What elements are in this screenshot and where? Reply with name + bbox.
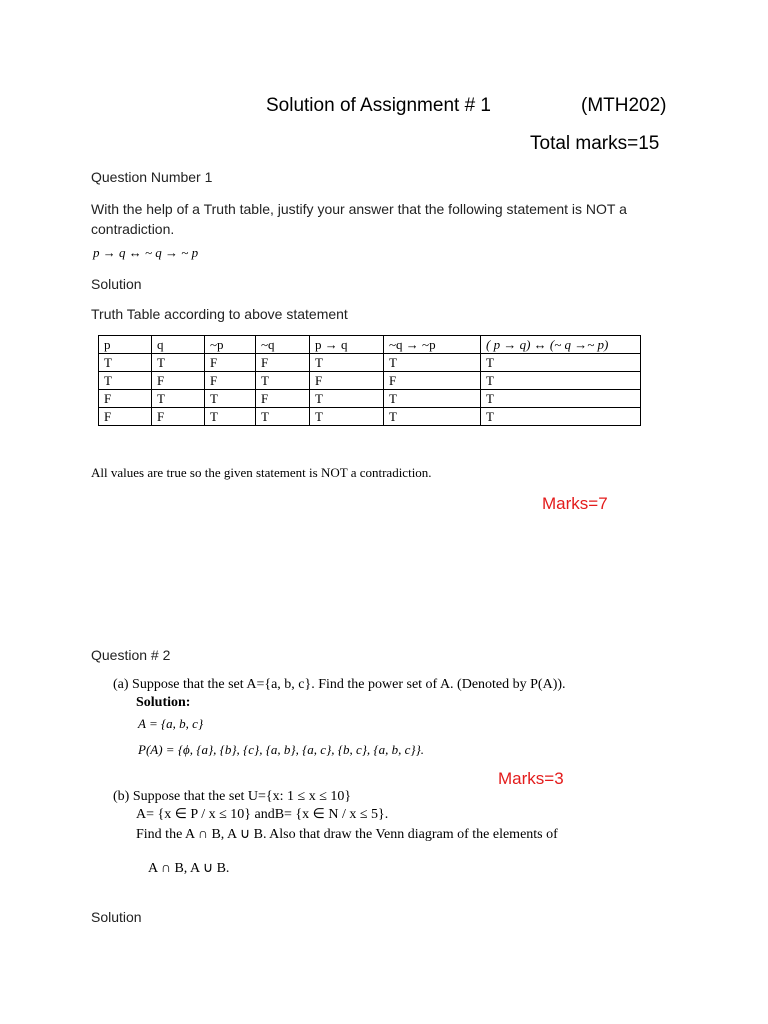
table-cell: T xyxy=(310,354,384,372)
question-2a-text: (a) Suppose that the set A={a, b, c}. Find the power set of A. (Denoted by P(A)). xyxy=(113,677,566,692)
table-cell: T xyxy=(481,372,641,390)
table-cell: F xyxy=(99,408,152,426)
question-2a-marks: Marks=3 xyxy=(498,769,564,788)
table-cell: T xyxy=(384,354,481,372)
table-cell: T xyxy=(152,354,205,372)
table-cell: T xyxy=(384,390,481,408)
truth-table-header: p → q xyxy=(310,336,384,354)
question-2b-line-1: (b) Suppose that the set U={x: 1 ≤ x ≤ 10} xyxy=(113,789,352,804)
table-cell: T xyxy=(99,372,152,390)
question-2-heading: Question # 2 xyxy=(91,647,171,663)
question-2b-line-4: A ∩ B, A ∪ B. xyxy=(148,861,230,876)
table-cell: F xyxy=(205,354,256,372)
truth-table-header: ~p xyxy=(205,336,256,354)
table-cell: T xyxy=(99,354,152,372)
question-1-text: With the help of a Truth table, justify your answer that the following statement is NOT a contradiction. xyxy=(91,201,627,237)
truth-table xyxy=(98,335,641,426)
power-set: P(A) = {ϕ, {a}, {b}, {c}, {a, b}, {a, c}, {b, c}, {a, b, c}}. xyxy=(138,742,425,757)
table-cell: T xyxy=(481,354,641,372)
question-1-conclusion: All values are true so the given statement is NOT a contradiction. xyxy=(91,465,432,480)
table-cell: T xyxy=(384,408,481,426)
question-1-marks: Marks=7 xyxy=(542,494,608,513)
page-title: Solution of Assignment # 1 xyxy=(266,95,491,116)
question-1-statement: p → q ↔ ~ q → ~ p xyxy=(93,245,199,260)
total-marks: Total marks=15 xyxy=(530,133,660,154)
table-cell: F xyxy=(310,372,384,390)
question-2a-solution-label: Solution: xyxy=(136,695,191,710)
table-cell: T xyxy=(256,408,310,426)
table-cell: T xyxy=(310,408,384,426)
truth-table-header: p xyxy=(99,336,152,354)
truth-table-header: ~q → ~p xyxy=(384,336,481,354)
table-cell: T xyxy=(205,390,256,408)
truth-table-label: Truth Table according to above statement xyxy=(91,306,348,322)
table-cell: F xyxy=(152,372,205,390)
question-1-heading: Question Number 1 xyxy=(91,169,213,185)
question-2b-line-3: Find the A ∩ B, A ∪ B. Also that draw the Venn diagram of the elements of xyxy=(136,827,558,842)
table-cell: F xyxy=(205,372,256,390)
truth-table-header: ~q xyxy=(256,336,310,354)
truth-table-header: q xyxy=(152,336,205,354)
table-cell: T xyxy=(481,408,641,426)
question-1-solution-label: Solution xyxy=(91,276,142,292)
table-cell: T xyxy=(256,372,310,390)
table-cell: F xyxy=(152,408,205,426)
question-2-solution-label: Solution xyxy=(91,909,142,925)
table-row xyxy=(99,390,641,408)
course-code: (MTH202) xyxy=(581,95,667,116)
table-cell: T xyxy=(152,390,205,408)
table-cell: T xyxy=(205,408,256,426)
table-row xyxy=(99,372,641,390)
table-row xyxy=(99,354,641,372)
table-cell: T xyxy=(481,390,641,408)
table-cell: F xyxy=(256,390,310,408)
question-2b-line-2: A= {x ∈ P / x ≤ 10} andB= {x ∈ N / x ≤ 5}. xyxy=(136,807,389,822)
table-cell: F xyxy=(99,390,152,408)
truth-table-header-row xyxy=(99,336,641,354)
table-row xyxy=(99,408,641,426)
set-a-definition: A = {a, b, c} xyxy=(138,716,204,731)
table-cell: F xyxy=(384,372,481,390)
table-cell: T xyxy=(310,390,384,408)
table-cell: F xyxy=(256,354,310,372)
truth-table-header: ( p → q) ↔ (~ q →~ p) xyxy=(481,336,641,354)
